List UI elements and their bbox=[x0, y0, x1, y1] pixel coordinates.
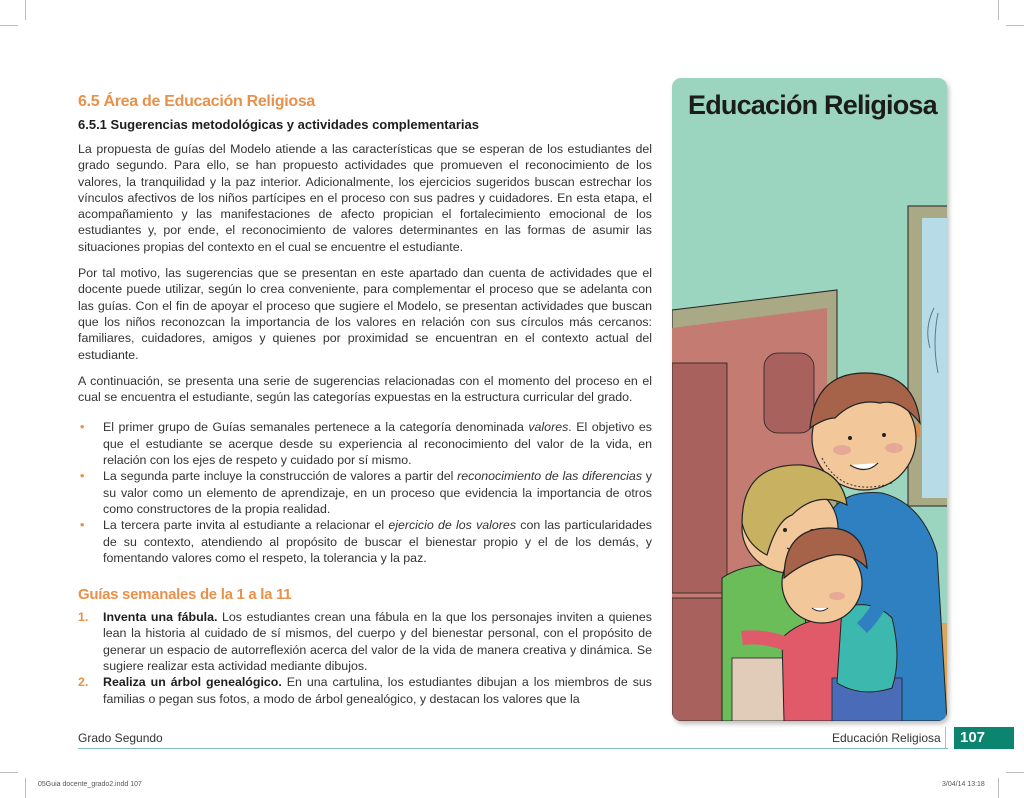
category-bullet-list bbox=[78, 419, 652, 566]
slug-datetime: 3/04/14 13:18 bbox=[942, 781, 985, 788]
page-number-badge: 107 bbox=[954, 727, 1014, 749]
main-column bbox=[78, 93, 652, 707]
crop-mark bbox=[0, 25, 18, 26]
crop-mark bbox=[0, 772, 18, 773]
paragraph: La propuesta de guías del Modelo atiende a las características que se esperan de los estudiantes del grado segundo. Para ello, se han propuesto actividades que promueven el reconocimiento de los valores, la tranquilidad y la paz interior. Adicionalmente, los ejercicios sugeridos buscan estrechar los vínculos afectivos de los niños partícipes en el proceso con sus padres y cuidadores. En esta etapa, el acompañamiento y las manifestaciones de afecto propician el fortalecimiento emocional de los estudiantes y, por ende, el reconocimiento de valores determinantes en las formas de asumir las situaciones propias del contexto en el cual se encuentre el estudiante. bbox=[78, 142, 652, 254]
guides-heading: Guías semanales de la 1 a la 11 bbox=[78, 586, 292, 604]
panel-title: Educación Religiosa bbox=[688, 90, 937, 120]
illustration-panel bbox=[672, 78, 947, 721]
activity-number: 1. bbox=[78, 610, 89, 625]
crop-mark bbox=[25, 778, 26, 798]
activity-title: Inventa una fábula. bbox=[103, 610, 218, 625]
footer-subject: Educación Religiosa bbox=[832, 731, 941, 745]
activity-item: 1. Inventa una fábula. Los estudiantes crean una fábula en la que los personajes inviten a quienes lean la historia al cuidado de sí mismos, del cuerpo y del bienestar personal, con el propósito de generar un espacio de autorreflexión acerca del valor de la vida de manera creativa y dinámica. Se sugiere realizar esta actividad mediante dibujos. bbox=[78, 610, 652, 674]
bullet-icon: • bbox=[80, 420, 85, 435]
footer-separator bbox=[945, 727, 946, 749]
paragraph: Por tal motivo, las sugerencias que se presentan en este apartado dan cuenta de actividades que el docente puede utilizar, según lo crea conveniente, para complementar el proceso que se adelanta con las guías. Con el fin de apoyar el proceso que sugiere el Modelo, se presentan actividades que buscan que los niños reconozcan la importancia de los valores en relación con sus círculos más cercanos: familiares, cuidadores, amigos y quienes por proximidad se encuentran en el contexto actual del estudiante. bbox=[78, 266, 652, 362]
footer-divider bbox=[78, 748, 948, 749]
bullet-icon: • bbox=[80, 518, 85, 533]
bullet-item: • La segunda parte incluye la construcción de valores a partir del reconocimiento de las diferencias y su valor como un elemento de aprendizaje, en un proceso que evidencia la importancia de otros como constructores de la propia realidad. bbox=[80, 469, 652, 516]
family-hug-illustration bbox=[672, 78, 947, 721]
paragraph: A continuación, se presenta una serie de sugerencias relacionadas con el momento del proceso en el cual se encuentra el estudiante, según las categorías expuestas en la estructura curricular del grado. bbox=[78, 373, 652, 405]
bullet-icon: • bbox=[80, 469, 85, 484]
activity-item: 2. Realiza un árbol genealógico. En una cartulina, los estudiantes dibujan a los miembros de sus familias o pegan sus fotos, a modo de árbol genealógico, y destacan los valores que la bbox=[78, 675, 652, 706]
footer-grade: Grado Segundo bbox=[78, 731, 163, 745]
crop-mark bbox=[1006, 25, 1024, 26]
bullet-item: • El primer grupo de Guías semanales pertenece a la categoría denominada valores. El objetivo es que el estudiante se acerque desde su experiencia al reconocimiento del valor de la vida, en relación con los ejes de respeto y cuidado por sí mismo. bbox=[80, 420, 652, 468]
activity-title: Realiza un árbol genealógico. bbox=[103, 675, 282, 690]
crop-mark bbox=[998, 0, 999, 20]
slug-filename: 05Guia docente_grado2.indd 107 bbox=[38, 781, 142, 788]
crop-mark bbox=[25, 0, 26, 20]
section-title: 6.5 Área de Educación Religiosa bbox=[78, 93, 316, 110]
activity-number: 2. bbox=[78, 675, 89, 690]
crop-mark bbox=[1006, 772, 1024, 773]
crop-mark bbox=[998, 778, 999, 798]
bullet-item: • La tercera parte invita al estudiante a relacionar el ejercicio de los valores con las particularidades de su contexto, atendiendo al propósito de buscar el bienestar propio y el de los demás, y fomentando valores como el respeto, la tolerancia y la paz. bbox=[80, 518, 653, 565]
section-subtitle: 6.5.1 Sugerencias metodológicas y actividades complementarias bbox=[78, 117, 480, 132]
activity-list bbox=[78, 609, 652, 707]
